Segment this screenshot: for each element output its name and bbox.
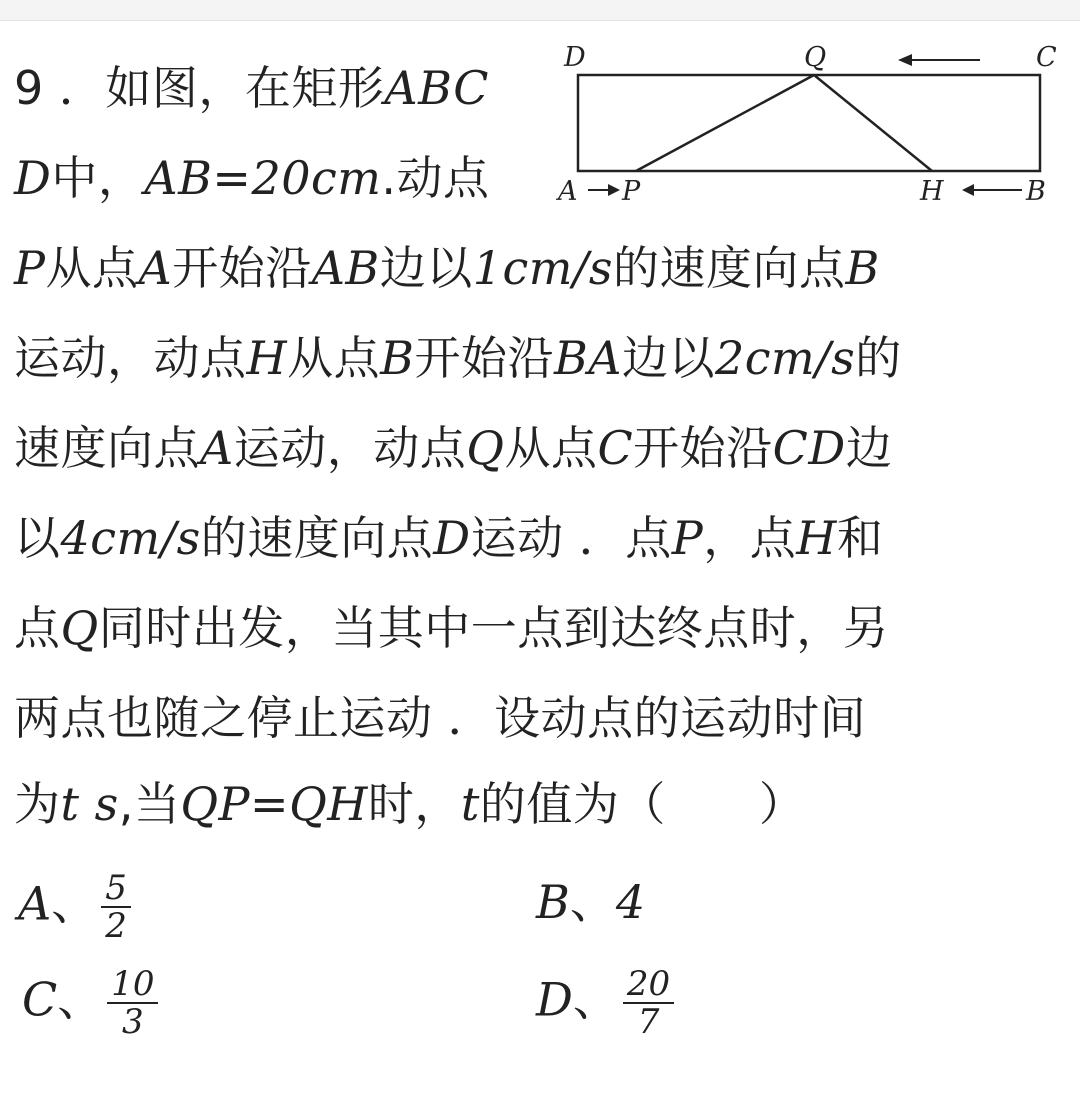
text: 边以 bbox=[379, 241, 473, 295]
text: ，点 bbox=[703, 511, 797, 565]
math: QH bbox=[289, 777, 368, 831]
question-line-8 bbox=[14, 688, 866, 748]
math: AB bbox=[144, 151, 213, 205]
option-a[interactable] bbox=[18, 870, 131, 944]
question-line-5 bbox=[14, 418, 892, 478]
option-separator: 、 bbox=[572, 972, 619, 1027]
math: 2cm/s bbox=[714, 331, 856, 385]
option-value: 4 bbox=[615, 875, 646, 929]
option-letter: B bbox=[536, 875, 570, 929]
math: H bbox=[246, 331, 288, 385]
math: 1cm/s bbox=[472, 241, 613, 295]
option-d[interactable] bbox=[536, 966, 674, 1040]
text: 运动，动点 bbox=[233, 421, 467, 475]
option-separator: 、 bbox=[569, 875, 616, 929]
text: 点 bbox=[14, 601, 61, 655]
label-q: Q bbox=[804, 42, 827, 73]
option-separator: 、 bbox=[57, 972, 104, 1027]
math: C bbox=[597, 421, 634, 475]
text: ,当 bbox=[118, 777, 181, 831]
question-line-4 bbox=[14, 328, 902, 388]
denominator: 2 bbox=[105, 906, 127, 946]
math: A bbox=[138, 241, 173, 295]
text: 运动，动点 bbox=[14, 331, 247, 385]
question-line-1 bbox=[14, 58, 489, 118]
text: 开始沿 bbox=[633, 421, 773, 475]
denominator: 3 bbox=[122, 1002, 144, 1042]
denominator: 7 bbox=[637, 1002, 660, 1042]
rectangle-figure bbox=[556, 38, 1066, 210]
math: A bbox=[200, 421, 234, 475]
option-letter: A bbox=[18, 876, 52, 931]
text: 从点 bbox=[287, 331, 381, 385]
fraction bbox=[623, 966, 674, 1040]
text: = bbox=[212, 151, 252, 205]
math: 4cm/s bbox=[60, 511, 201, 565]
arrow-h-left-head bbox=[962, 184, 974, 196]
math: CD bbox=[772, 421, 846, 475]
math: Q bbox=[60, 601, 99, 655]
math: B bbox=[845, 241, 880, 295]
math: 20cm bbox=[251, 151, 382, 205]
text: 的速度向点 bbox=[612, 241, 846, 295]
text: 9 ．如图，在矩形 bbox=[14, 61, 385, 115]
text: 边 bbox=[845, 421, 893, 475]
option-letter: D bbox=[536, 972, 573, 1027]
math: BA bbox=[553, 331, 622, 385]
label-p: P bbox=[622, 176, 641, 207]
rectangle-abcd bbox=[578, 75, 1040, 171]
text: .动点 bbox=[381, 151, 490, 205]
text: 速度向点 bbox=[14, 421, 200, 475]
text: 从点 bbox=[504, 421, 598, 475]
label-c: C bbox=[1036, 42, 1057, 73]
text: 边以 bbox=[621, 331, 715, 385]
math: P bbox=[14, 241, 46, 295]
top-bar bbox=[0, 0, 1080, 21]
text: = bbox=[250, 777, 290, 831]
math: t bbox=[460, 777, 480, 831]
arrow-q-left-head bbox=[898, 54, 912, 66]
text: 的值为（ ） bbox=[479, 777, 806, 831]
math: H bbox=[796, 511, 837, 565]
text: 的 bbox=[855, 331, 902, 385]
option-letter: C bbox=[22, 972, 58, 1027]
label-b: B bbox=[1026, 176, 1046, 207]
question-line-2 bbox=[14, 148, 490, 208]
arrow-p-right-head bbox=[608, 184, 620, 196]
text: 的速度向点 bbox=[200, 511, 434, 565]
math: Q bbox=[466, 421, 505, 475]
numerator: 20 bbox=[623, 966, 674, 1004]
math: B bbox=[380, 331, 415, 385]
text: 和 bbox=[836, 511, 884, 565]
fraction bbox=[107, 966, 158, 1040]
label-d: D bbox=[564, 42, 586, 73]
math: QP bbox=[180, 777, 251, 831]
text: 开始沿 bbox=[414, 331, 554, 385]
label-h: H bbox=[920, 176, 944, 207]
option-separator: 、 bbox=[51, 876, 98, 931]
text: 时， bbox=[367, 777, 461, 831]
math: ABC bbox=[384, 61, 489, 115]
question-line-9 bbox=[14, 774, 805, 834]
text: 开始沿 bbox=[172, 241, 312, 295]
option-c[interactable] bbox=[22, 966, 158, 1040]
math: D bbox=[433, 511, 471, 565]
label-a: A bbox=[558, 176, 578, 207]
text: 中， bbox=[51, 151, 145, 205]
math: t s bbox=[60, 777, 119, 831]
text: 以 bbox=[14, 511, 61, 565]
segment-qh bbox=[814, 75, 932, 171]
text: 同时出发，当其中一点到达终点时，另 bbox=[98, 601, 890, 655]
text: 运动 ．点 bbox=[470, 511, 672, 565]
numerator: 10 bbox=[107, 966, 158, 1004]
numerator: 5 bbox=[101, 870, 131, 908]
option-b[interactable] bbox=[536, 872, 645, 932]
text: 从点 bbox=[45, 241, 139, 295]
math: P bbox=[671, 511, 704, 565]
question-line-7 bbox=[14, 598, 889, 658]
question-line-6 bbox=[14, 508, 883, 568]
text: 两点也随之停止运动 ．设动点的运动时间 bbox=[14, 691, 867, 745]
fraction bbox=[101, 870, 131, 944]
text: 为 bbox=[14, 777, 61, 831]
math: AB bbox=[311, 241, 380, 295]
math: D bbox=[14, 151, 52, 205]
question-line-3 bbox=[14, 238, 880, 298]
segment-qp bbox=[636, 75, 814, 171]
